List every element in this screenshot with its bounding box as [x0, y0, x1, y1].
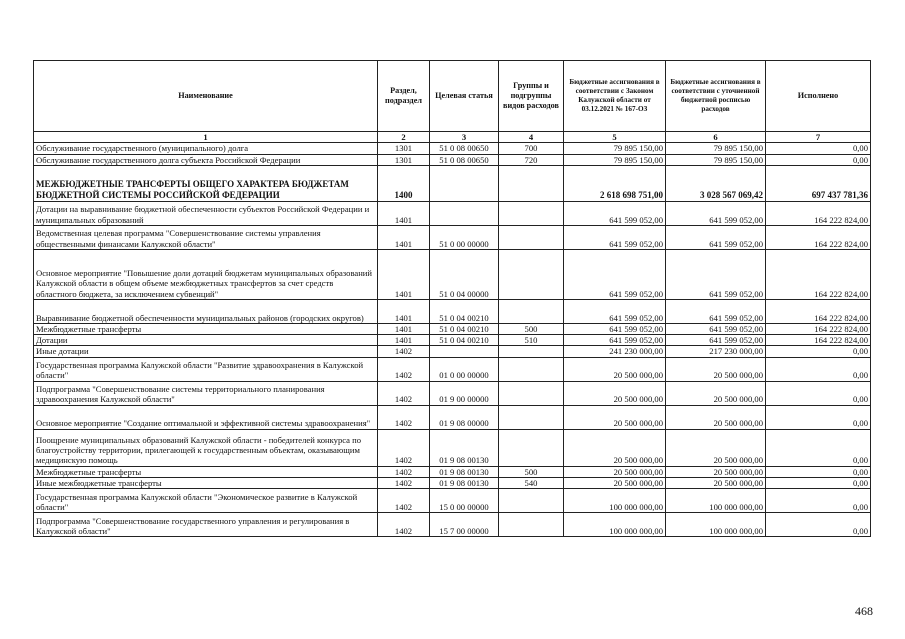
row-refined: 641 599 052,00 — [666, 323, 766, 334]
row-name: Межбюджетные трансферты — [34, 323, 378, 334]
row-group — [499, 201, 564, 225]
row-group: 720 — [499, 154, 564, 165]
row-refined: 20 500 000,00 — [666, 357, 766, 381]
table-row — [34, 513, 871, 537]
row-refined: 641 599 052,00 — [666, 335, 766, 346]
table-row — [34, 429, 871, 466]
row-section: 1402 — [378, 357, 430, 381]
row-section: 1401 — [378, 335, 430, 346]
table-row — [34, 381, 871, 405]
row-executed: 0,00 — [766, 154, 871, 165]
col-number: 2 — [378, 132, 430, 143]
row-name: Ведомственная целевая программа "Совершенствование системы управления общественными финансами Калужской области" — [34, 225, 378, 249]
header-section: Раздел, подраздел — [378, 61, 430, 132]
table-row — [34, 478, 871, 489]
col-number: 5 — [564, 132, 666, 143]
row-executed: 0,00 — [766, 513, 871, 537]
table-row — [34, 323, 871, 334]
row-target: 51 0 04 00000 — [430, 249, 499, 299]
row-executed: 0,00 — [766, 346, 871, 357]
row-name: Обслуживание государственного долга субъекта Российской Федерации — [34, 154, 378, 165]
header-name: Наименование — [34, 61, 378, 132]
row-refined: 20 500 000,00 — [666, 478, 766, 489]
table-row — [34, 489, 871, 513]
header-budget-refined: Бюджетные ассигнования в соответствии с уточненной бюджетной росписью расходов — [666, 61, 766, 132]
row-refined: 100 000 000,00 — [666, 489, 766, 513]
row-section: 1401 — [378, 299, 430, 323]
row-group — [499, 405, 564, 429]
row-group — [499, 429, 564, 466]
row-law: 100 000 000,00 — [564, 489, 666, 513]
row-refined: 641 599 052,00 — [666, 249, 766, 299]
row-executed: 164 222 824,00 — [766, 299, 871, 323]
row-executed: 0,00 — [766, 466, 871, 477]
row-target: 51 0 04 00210 — [430, 323, 499, 334]
row-law: 641 599 052,00 — [564, 201, 666, 225]
row-law: 20 500 000,00 — [564, 405, 666, 429]
table-row — [34, 357, 871, 381]
header-row — [34, 61, 871, 132]
row-target — [430, 346, 499, 357]
row-group: 500 — [499, 323, 564, 334]
row-group — [499, 513, 564, 537]
col-number: 1 — [34, 132, 378, 143]
row-refined: 100 000 000,00 — [666, 513, 766, 537]
row-section: 1402 — [378, 346, 430, 357]
row-target: 15 0 00 00000 — [430, 489, 499, 513]
row-executed: 0,00 — [766, 143, 871, 154]
row-refined: 79 895 150,00 — [666, 154, 766, 165]
row-group — [499, 346, 564, 357]
table-row — [34, 201, 871, 225]
row-group — [499, 165, 564, 201]
row-refined: 641 599 052,00 — [666, 225, 766, 249]
row-group — [499, 225, 564, 249]
row-law: 20 500 000,00 — [564, 429, 666, 466]
row-group — [499, 299, 564, 323]
row-group: 540 — [499, 478, 564, 489]
row-executed: 164 222 824,00 — [766, 225, 871, 249]
column-number-row — [34, 132, 871, 143]
row-section: 1402 — [378, 478, 430, 489]
row-target: 01 0 00 00000 — [430, 357, 499, 381]
row-law: 79 895 150,00 — [564, 154, 666, 165]
row-target — [430, 201, 499, 225]
row-law: 641 599 052,00 — [564, 323, 666, 334]
row-section: 1402 — [378, 513, 430, 537]
row-section: 1301 — [378, 143, 430, 154]
col-number: 6 — [666, 132, 766, 143]
row-law: 20 500 000,00 — [564, 478, 666, 489]
row-group: 500 — [499, 466, 564, 477]
row-name: Выравнивание бюджетной обеспеченности муниципальных районов (городских округов) — [34, 299, 378, 323]
row-law: 79 895 150,00 — [564, 143, 666, 154]
row-section: 1401 — [378, 225, 430, 249]
table-row — [34, 225, 871, 249]
row-executed: 0,00 — [766, 489, 871, 513]
row-group: 510 — [499, 335, 564, 346]
row-group — [499, 357, 564, 381]
header-executed: Исполнено — [766, 61, 871, 132]
row-executed: 164 222 824,00 — [766, 201, 871, 225]
row-executed: 0,00 — [766, 381, 871, 405]
row-name: Дотации на выравнивание бюджетной обеспеченности субъектов Российской Федерации и муниципальных образований — [34, 201, 378, 225]
row-target: 01 9 08 00130 — [430, 478, 499, 489]
row-name: Основное мероприятие "Повышение доли дотаций бюджетам муниципальных образований Калужской области в общем объеме межбюджетных трансфертов за счет средств областного бюджета, за исключением субвенций" — [34, 249, 378, 299]
row-executed: 0,00 — [766, 405, 871, 429]
budget-table — [33, 60, 871, 537]
row-name: Подпрограмма "Совершенствование системы территориального планирования здравоохранения Калужской области" — [34, 381, 378, 405]
row-name: Основное мероприятие "Создание оптимальной и эффективной системы здравоохранения" — [34, 405, 378, 429]
row-section: 1301 — [378, 154, 430, 165]
row-target — [430, 165, 499, 201]
row-target: 01 9 08 00130 — [430, 429, 499, 466]
row-law: 641 599 052,00 — [564, 299, 666, 323]
row-name: Иные дотации — [34, 346, 378, 357]
row-name: МЕЖБЮДЖЕТНЫЕ ТРАНСФЕРТЫ ОБЩЕГО ХАРАКТЕРА БЮДЖЕТАМ БЮДЖЕТНОЙ СИСТЕМЫ РОССИЙСКОЙ ФЕДЕРАЦИИ — [34, 165, 378, 201]
row-section: 1402 — [378, 466, 430, 477]
row-target: 01 9 08 00130 — [430, 466, 499, 477]
row-name: Поощрение муниципальных образований Калужской области - победителей конкурса по благоустройству территории, прилегающей к государственным объектам, оказывающим медицинскую помощь — [34, 429, 378, 466]
row-section: 1402 — [378, 429, 430, 466]
row-executed: 0,00 — [766, 429, 871, 466]
row-group — [499, 489, 564, 513]
row-law: 641 599 052,00 — [564, 225, 666, 249]
table-row — [34, 466, 871, 477]
row-target: 15 7 00 00000 — [430, 513, 499, 537]
row-law: 241 230 000,00 — [564, 346, 666, 357]
row-name: Иные межбюджетные трансферты — [34, 478, 378, 489]
row-name: Государственная программа Калужской области "Экономическое развитие в Калужской области" — [34, 489, 378, 513]
row-refined: 641 599 052,00 — [666, 201, 766, 225]
row-target: 51 0 08 00650 — [430, 143, 499, 154]
row-group: 700 — [499, 143, 564, 154]
row-target: 51 0 04 00210 — [430, 299, 499, 323]
row-refined: 20 500 000,00 — [666, 466, 766, 477]
col-number: 3 — [430, 132, 499, 143]
table-row — [34, 335, 871, 346]
row-law: 641 599 052,00 — [564, 249, 666, 299]
col-number: 4 — [499, 132, 564, 143]
row-name: Подпрограмма "Совершенствование государственного управления и регулирования в Калужской области" — [34, 513, 378, 537]
row-executed: 697 437 781,36 — [766, 165, 871, 201]
row-refined: 3 028 567 069,42 — [666, 165, 766, 201]
row-refined: 79 895 150,00 — [666, 143, 766, 154]
table-row — [34, 249, 871, 299]
row-name: Межбюджетные трансферты — [34, 466, 378, 477]
row-law: 100 000 000,00 — [564, 513, 666, 537]
row-refined: 20 500 000,00 — [666, 405, 766, 429]
row-law: 20 500 000,00 — [564, 357, 666, 381]
row-section: 1401 — [378, 249, 430, 299]
row-law: 641 599 052,00 — [564, 335, 666, 346]
row-target: 01 9 08 00000 — [430, 405, 499, 429]
row-name: Дотации — [34, 335, 378, 346]
table-row — [34, 299, 871, 323]
row-target: 51 0 08 00650 — [430, 154, 499, 165]
row-refined: 20 500 000,00 — [666, 429, 766, 466]
row-executed: 164 222 824,00 — [766, 249, 871, 299]
row-executed: 0,00 — [766, 478, 871, 489]
page-number: 468 — [855, 604, 873, 618]
row-target: 51 0 00 00000 — [430, 225, 499, 249]
row-section: 1402 — [378, 405, 430, 429]
row-target: 51 0 04 00210 — [430, 335, 499, 346]
row-target: 01 9 00 00000 — [430, 381, 499, 405]
row-executed: 164 222 824,00 — [766, 335, 871, 346]
row-law: 20 500 000,00 — [564, 381, 666, 405]
row-law: 20 500 000,00 — [564, 466, 666, 477]
row-executed: 0,00 — [766, 357, 871, 381]
table-row — [34, 143, 871, 154]
row-refined: 20 500 000,00 — [666, 381, 766, 405]
col-number: 7 — [766, 132, 871, 143]
table-row — [34, 154, 871, 165]
row-name: Обслуживание государственного (муниципального) долга — [34, 143, 378, 154]
row-section: 1400 — [378, 165, 430, 201]
table-row — [34, 165, 871, 201]
row-executed: 164 222 824,00 — [766, 323, 871, 334]
header-target: Целевая статья — [430, 61, 499, 132]
row-refined: 217 230 000,00 — [666, 346, 766, 357]
row-section: 1402 — [378, 489, 430, 513]
row-group — [499, 381, 564, 405]
header-budget-law: Бюджетные ассигнования в соответствии с Законом Калужской области от 03.12.2021 № 167-ОЗ — [564, 61, 666, 132]
row-section: 1401 — [378, 323, 430, 334]
row-section: 1401 — [378, 201, 430, 225]
header-groups: Группы и подгруппы видов расходов — [499, 61, 564, 132]
table-row — [34, 405, 871, 429]
row-refined: 641 599 052,00 — [666, 299, 766, 323]
row-law: 2 618 698 751,00 — [564, 165, 666, 201]
row-name: Государственная программа Калужской области "Развитие здравоохранения в Калужской области" — [34, 357, 378, 381]
row-group — [499, 249, 564, 299]
table-row — [34, 346, 871, 357]
row-section: 1402 — [378, 381, 430, 405]
